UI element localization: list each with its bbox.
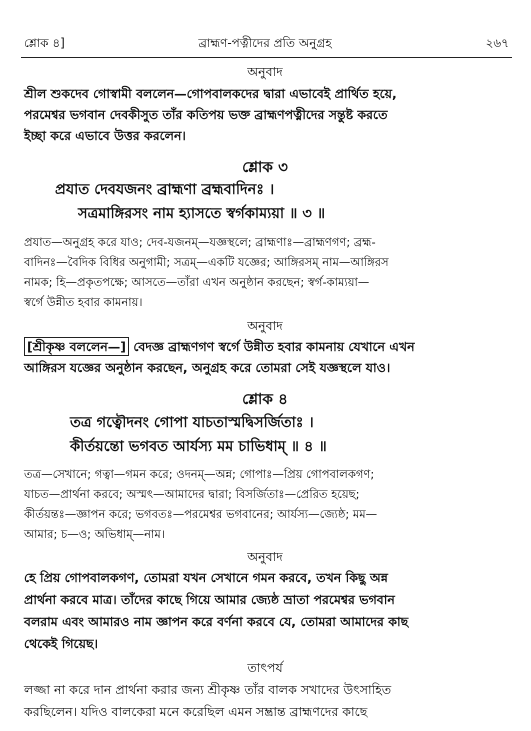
word-meaning-line: তত্র—সেখানে; গত্বা—গমন করে; ওদনম্—অন্ন; গোপাঃ—প্রিয় গোপবালকগণ; [24, 467, 375, 481]
tatparya-line: লজ্জা না করে দান প্রার্থনা করার জন্য শ্রীকৃষ্ণ তাঁর বালক সখাদের উৎসাহিত [24, 682, 392, 697]
word-meaning-line: স্বর্গে উন্নীত হবার কামনায়। [24, 295, 143, 309]
verse-line: প্রযাত দেবযজনং ব্রাহ্মণা ব্রহ্মবাদিনঃ । [55, 182, 275, 198]
anubad-label: অনুবাদ [247, 549, 283, 564]
word-meaning-line: যাচত—প্রার্থনা করবে; অস্মৎ—আমাদের দ্বারা; বিসর্জিতাঃ—প্রেরিত হয়েছ; [24, 487, 360, 501]
anubad-line: প্রার্থনা করবে মাত্র। তাঁদের কাছে গিয়ে আমার জ্যেষ্ঠ ভ্রাতা পরমেশ্বর ভগবান [24, 592, 395, 607]
anubad-line: হে প্রিয় গোপবালকগণ, তোমরা যখন সেখানে গমন করবে, তখন কিছু অন্ন [24, 570, 388, 585]
anubad-line: পরমেশ্বর ভগবান দেবকীসুত তাঁর কতিপয় ভক্ত ব্রাহ্মণপত্নীদের সন্তুষ্ট করতে [24, 107, 388, 122]
verse-line: কীর্তয়ন্তো ভগবত আর্যস্য মম চাভিধাম্ ॥ ৪ ॥ [70, 439, 327, 455]
anubad-line: আঙ্গিরস যজ্ঞের অনুষ্ঠান করছেন, অনুগ্রহ করে তোমরা সেই যজ্ঞস্থলে যাও। [24, 360, 391, 375]
word-meaning-line: প্রযাত—অনুগ্রহ করে যাও; দেব-যজনম্—যজ্ঞস্থলে; ব্রাহ্মণাঃ—ব্রাহ্মণগণ; ব্রহ্ম- [24, 235, 376, 249]
shloka-heading: শ্লোক ৩ [242, 158, 288, 176]
header-verse-ref: শ্লোক ৪] [24, 36, 65, 50]
anubad-line: বলরাম এবং আমারও নাম জ্ঞাপন করে বর্ণনা করবে যে, তোমরা আমাদের কাছ [24, 614, 409, 629]
header-chapter-title: ব্রাহ্মণ-পত্নীদের প্রতি অনুগ্রহ [198, 36, 332, 50]
speaker-bracket: [শ্রীকৃষ্ণ বললেন—] [24, 337, 129, 356]
anubad-text: বেদজ্ঞ ব্রাহ্মণগণ স্বর্গে উন্নীত হবার কামনায় যেখানে এখন [133, 339, 415, 354]
word-meaning-line: বাদিনঃ—বৈদিক বিধির অনুগামী; সত্রম্—একটি যজ্ঞের; আঙ্গিরসম্ নাম—আঙ্গিরস [24, 255, 389, 269]
anubad-line: শ্রীল শুকদেব গোস্বামী বললেন—গোপবালকদের দ্বারা এভাবেই প্রার্থিত হয়ে, [24, 86, 397, 101]
anubad-line: ইচ্ছা করে এভাবে উত্তর করলেন। [24, 128, 186, 143]
anubad-line [24, 341, 415, 354]
word-meaning-line: আমার; চ—ও; অভিধাম্—নাম। [24, 527, 165, 541]
verse-line: সত্রমাঙ্গিরসং নাম হ্যাসতে স্বর্গকাম্যয়া ॥ ৩ ॥ [78, 206, 326, 222]
tatparya-line: করছিলেন। যদিও বালকেরা মনে করেছিল এমন সম্ভ্রান্ত ব্রাহ্মণদের কাছে [24, 704, 368, 719]
verse-line: তত্র গত্বৌদনং গোপা যাচতাস্মদ্বিসর্জিতাঃ । [70, 415, 314, 431]
anubad-label: অনুবাদ [247, 318, 283, 333]
header-page-number: ২৬৭ [485, 36, 509, 50]
word-meaning-line: নামক; হি—প্রকৃতপক্ষে; আসতে—তাঁরা এখন অনুষ্ঠান করছেন; স্বর্গ-কাম্যয়া— [24, 275, 370, 289]
header-divider [21, 57, 512, 58]
shloka-heading: শ্লোক ৪ [242, 390, 288, 408]
anubad-line: থেকেই গিয়েছ। [24, 636, 98, 651]
tatparya-label: তাৎপর্য [247, 660, 283, 675]
anubad-label: অনুবাদ [247, 64, 283, 79]
word-meaning-line: কীর্তয়ন্তঃ—জ্ঞাপন করে; ভগবতঃ—পরমেশ্বর ভগবানের; আর্যস্য—জ্যেষ্ঠ; মম— [24, 507, 378, 521]
